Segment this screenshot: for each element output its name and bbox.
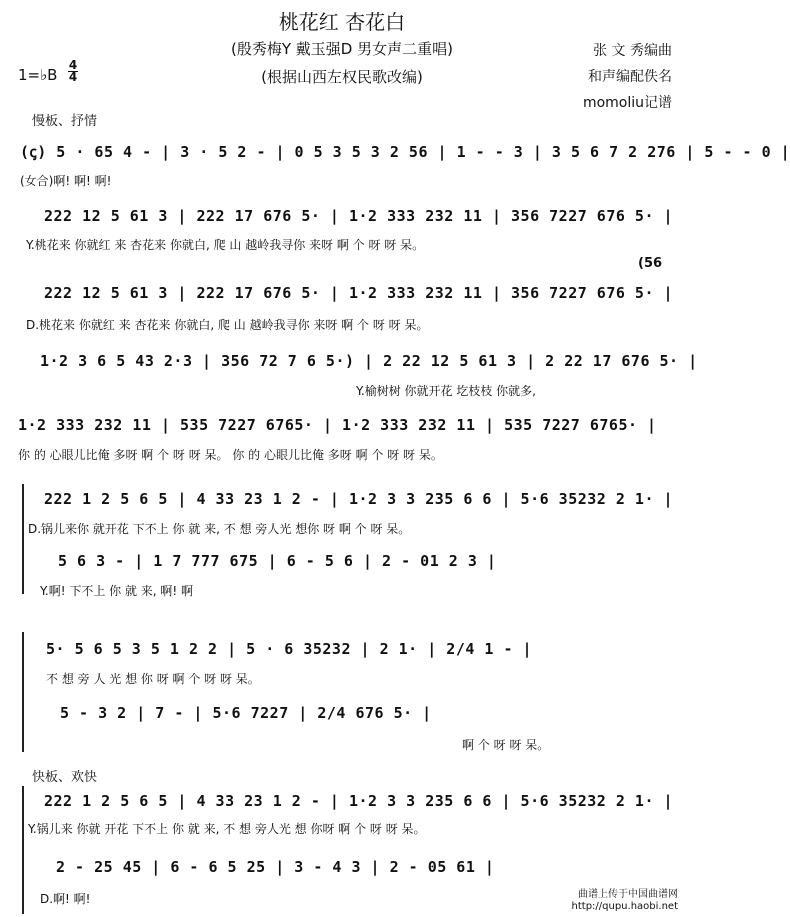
tempo-fast: 快板、欢快 xyxy=(32,770,98,785)
notation-line-7: 5 6 3 - | 1 7 777 675 | 6 - 5 6 | 2 - 01 2 3 | xyxy=(58,552,497,570)
meter-bottom: 4 xyxy=(68,70,78,84)
intro-bracket: (56 xyxy=(638,256,663,271)
score-source: (根据山西左权民歌改编) xyxy=(261,68,423,86)
notation-line-1: (ꞔ) 5 · 65 4 - | 3 · 5 2 - | 0 5 3 5 3 2 56 | 1 - - 3 | 3 5 6 7 2 276 | 5 - - 0 | xyxy=(20,143,790,161)
watermark-line-2: http://qupu.haobi.net xyxy=(571,901,678,912)
site-watermark xyxy=(572,889,678,913)
credit-arranger: 张 文 秀编曲 xyxy=(593,43,672,59)
system-bracket-2 xyxy=(22,632,24,752)
key-signature: 1=♭B xyxy=(18,66,58,84)
tempo-slow: 慢板、抒情 xyxy=(32,114,98,129)
notation-line-10: 222 1 2 5 6 5 | 4 33 23 1 2 - | 1·2 3 3 235 6 6 | 5·6 35232 2 1· | xyxy=(44,792,674,810)
score-subtitle: (殷秀梅Y 戴玉强D 男女声二重唱) xyxy=(231,40,453,58)
lyric-line-10: Y.锅儿来 你就 开花 下不上 你 就 来, 不 想 旁人光 想 你呀 啊 个 呀 呀 呆。 xyxy=(28,822,426,836)
notation-line-5: 1·2 333 232 11 | 535 7227 6765· | 1·2 333 232 11 | 535 7227 6765· | xyxy=(18,416,657,434)
notation-line-11: 2 - 25 45 | 6 - 6 5 25 | 3 - 4 3 | 2 - 05 61 | xyxy=(56,858,495,876)
lyric-line-2: Y.桃花来 你就红 来 杏花来 你就白, 爬 山 越岭我寻你 来呀 啊 个 呀 呀 呆。 xyxy=(26,238,425,252)
notation-line-4: 1·2 3 6 5 43 2·3 | 356 72 7 6 5·) | 2 22 12 5 61 3 | 2 22 17 676 5· | xyxy=(40,352,698,370)
lyric-line-8: 不 想 旁 人 光 想 你 呀 啊 个 呀 呀 呆。 xyxy=(46,672,260,686)
credit-harmony: 和声编配佚名 xyxy=(588,69,672,85)
notation-line-6: 222 1 2 5 6 5 | 4 33 23 1 2 - | 1·2 3 3 235 6 6 | 5·6 35232 2 1· | xyxy=(44,490,674,508)
notation-line-8: 5· 5 6 5 3 5 1 2 2 | 5 · 6 35232 | 2 1· | 2/4 1 - | xyxy=(46,640,533,658)
notation-line-9: 5 - 3 2 | 7 - | 5·6 7227 | 2/4 676 5· | xyxy=(60,704,432,722)
lyric-line-3: D.桃花来 你就红 来 杏花来 你就白, 爬 山 越岭我寻你 来呀 啊 个 呀 呀 呆。 xyxy=(26,318,429,332)
meter-top: 4 xyxy=(68,58,78,72)
lyric-line-6: D.锅儿来你 就开花 下不上 你 就 来, 不 想 旁人光 想你 呀 啊 个 呀 呆。 xyxy=(28,522,411,536)
lyric-line-11: D.啊! 啊! xyxy=(40,892,91,906)
credit-transcriber: momoliu记谱 xyxy=(582,95,672,111)
notation-line-3: 222 12 5 61 3 | 222 17 676 5· | 1·2 333 232 11 | 356 7227 676 5· | xyxy=(44,284,674,302)
lyric-line-5: 你 的 心眼儿比俺 多呀 啊 个 呀 呀 呆。 你 的 心眼儿比俺 多呀 啊 个 呀 呀 呆。 xyxy=(18,448,443,462)
notation-line-2: 222 12 5 61 3 | 222 17 676 5· | 1·2 333 232 11 | 356 7227 676 5· | xyxy=(44,207,674,225)
lyric-line-7: Y.啊! 下不上 你 就 来, 啊! 啊 xyxy=(40,584,194,598)
watermark-line-1: 曲谱上传于中国曲谱网 xyxy=(578,889,678,900)
time-signature xyxy=(68,60,78,83)
system-bracket-3 xyxy=(22,786,24,914)
score-title: 桃花红 杏花白 xyxy=(278,10,406,34)
lyric-line-4: Y.榆树树 你就开花 圪枝枝 你就多, xyxy=(356,384,536,398)
lyric-line-9: 啊 个 呀 呀 呆。 xyxy=(462,738,550,752)
system-bracket-1 xyxy=(22,484,24,594)
lyric-line-1: (女合)啊! 啊! 啊! xyxy=(20,174,112,188)
